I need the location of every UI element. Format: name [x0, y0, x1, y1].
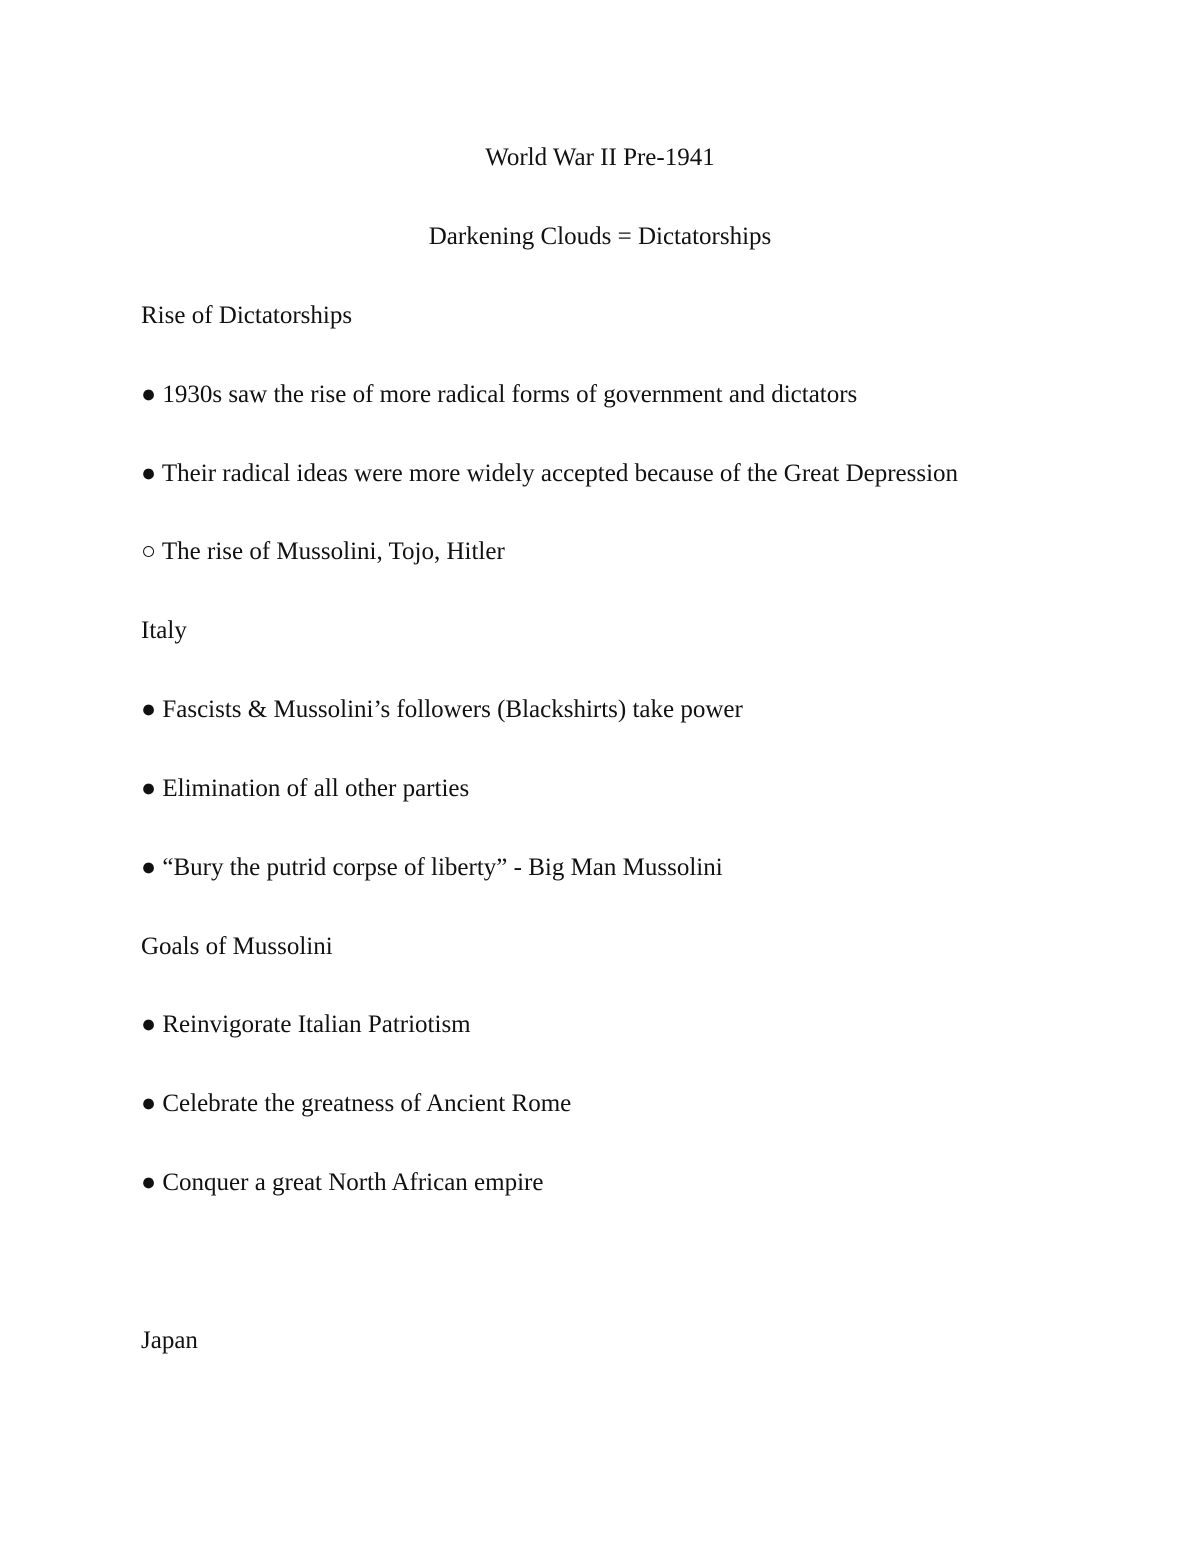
- list-item: ● Their radical ideas were more widely accepted because of the Great Depression: [141, 460, 959, 487]
- list-item: ● Fascists & Mussolini’s followers (Blackshirts) take power: [141, 696, 743, 723]
- section-heading-goals-of-mussolini: Goals of Mussolini: [141, 933, 333, 960]
- section-heading-japan: Japan: [141, 1327, 198, 1354]
- list-item: ● Celebrate the greatness of Ancient Rome: [141, 1090, 572, 1117]
- list-item: ● 1930s saw the rise of more radical forms of government and dictators: [141, 381, 858, 408]
- document-subtitle: Darkening Clouds = Dictatorships: [428, 223, 772, 250]
- section-heading-rise-of-dictatorships: Rise of Dictatorships: [141, 302, 353, 329]
- list-item: ○ The rise of Mussolini, Tojo, Hitler: [141, 538, 505, 565]
- section-heading-italy: Italy: [141, 617, 187, 644]
- list-item: ● “Bury the putrid corpse of liberty” - Big Man Mussolini: [141, 854, 723, 881]
- document-title: World War II Pre-1941: [485, 144, 715, 171]
- list-item: ● Elimination of all other parties: [141, 775, 470, 802]
- list-item: ● Conquer a great North African empire: [141, 1169, 544, 1196]
- list-item: ● Reinvigorate Italian Patriotism: [141, 1011, 471, 1038]
